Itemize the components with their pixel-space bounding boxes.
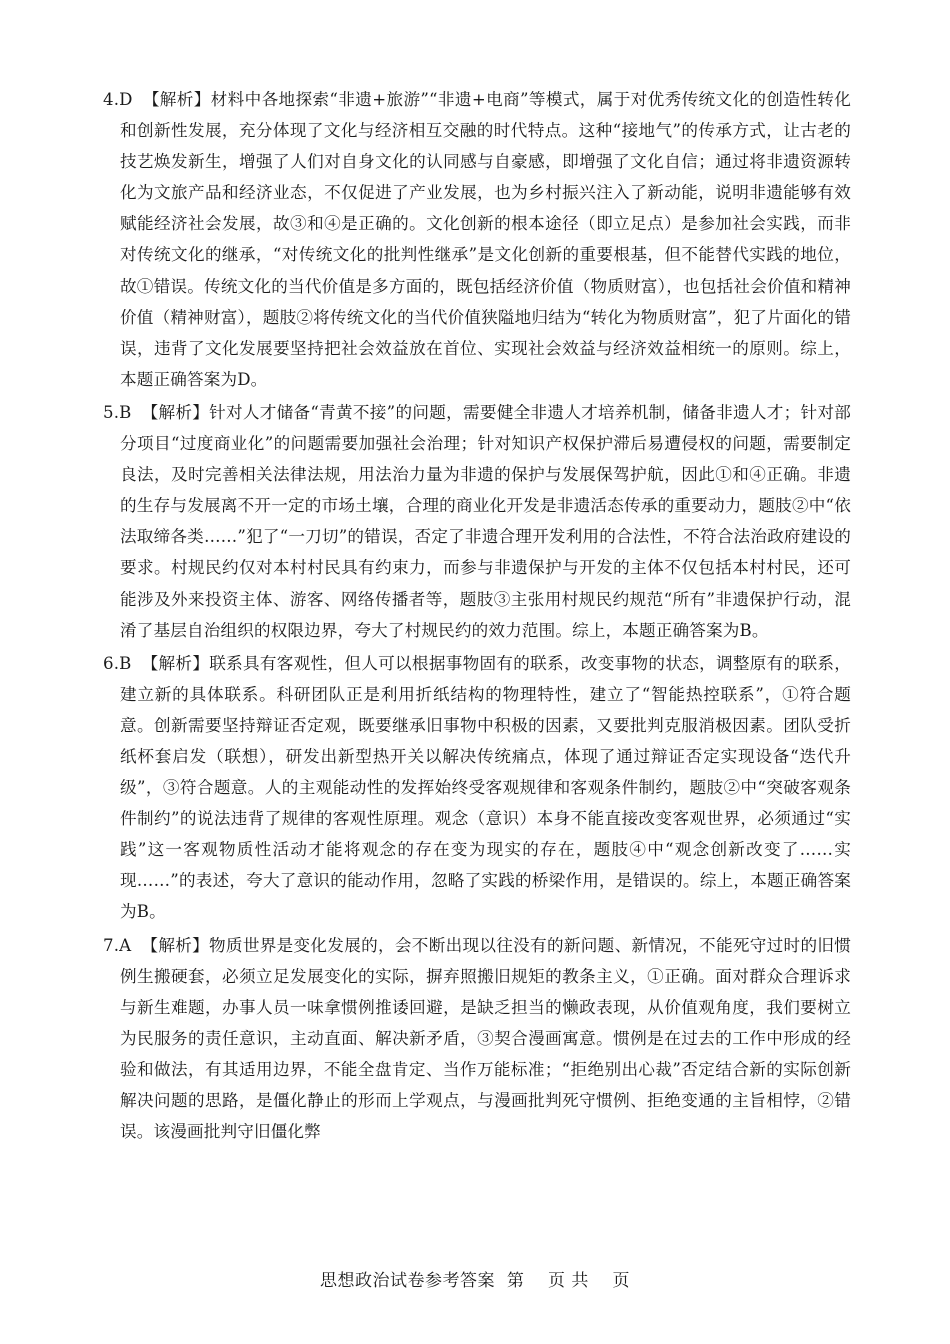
answer-list [103, 84, 851, 1149]
answer-choice: B [119, 402, 132, 422]
analysis-text: 【解析】材料中各地探索“非遗+旅游”“非遗+电商”等模式，属于对优秀传统文化的创造性转化和创新性发展，充分体现了文化与经济相互交融的时代特点。这种“接地气”的传承方式，让古老的技艺焕发新生，增强了人们对自身文化的认同感与自豪感，即增强了文化自信；通过将非遗资源转化为文旅产品和经济业态，不仅促进了产业发展，也为乡村振兴注入了新动能，说明非遗能够有效赋能经济社会发展，故③和④是正确的。文化创新的根本途径（即立足点）是参加社会实践，而非对传统文化的继承，“对传统文化的批判性继承”是文化创新的重要根基，但不能替代实践的地位，故①错误。传统文化的当代价值是多方面的，既包括经济价值（物质财富），也包括社会价值和精神价值（精神财富），题肢②将传统文化的当代价值狭隘地归结为“转化为物质财富”，犯了片面化的错误，违背了文化发展要坚持把社会效益放在首位、实现社会效益与经济效益相统一的原则。综上，本题正确答案为D。 [120, 90, 851, 389]
footer-page-prefix: 第 [506, 1271, 525, 1291]
footer-title: 思想政治试卷参考答案 [320, 1271, 496, 1291]
answer-choice: D [119, 90, 133, 109]
question-number: 6. [103, 653, 120, 673]
answer-item-7 [103, 930, 851, 1148]
analysis-text: 【解析】物质世界是变化发展的，会不断出现以往没有的新问题、新情况，不能死守过时的旧惯例生搬硬套，必须立足发展变化的实际，摒弃照搬旧规矩的教条主义，①正确。面对群众合理诉求与新生难题，办事人员一味拿惯例推诿回避，是缺乏担当的懒政表现，从价值观角度，我们要树立为民服务的责任意识，主动直面、解决新矛盾，③契合漫画寓意。惯例是在过去的工作中形成的经验和做法，有其适用边界，不能全盘肯定、当作万能标准；“拒绝别出心裁”否定结合新的实际创新解决问题的思路，是僵化静止的形而上学观点，与漫画批判死守惯例、拒绝变通的主旨相悖，②错误。该漫画批判守旧僵化弊 [120, 935, 851, 1142]
page-footer [0, 1266, 950, 1291]
footer-page-suffix: 页 [612, 1271, 630, 1291]
analysis-text: 【解析】针对人才储备“青黄不接”的问题，需要健全非遗人才培养机制，储备非遗人才；针对部分项目“过度商业化”的问题需要加强社会治理；针对知识产权保护滞后易遭侵权的问题，需要制定良法，及时完善相关法律法规，用法治力量为非遗的保护与发展保驾护航，因此①和④正确。非遗的生存与发展离不开一定的市场土壤，合理的商业化开发是非遗活态传承的重要动力，题肢②中“依法取缔各类……”犯了“一刀切”的错误，否定了非遗合理开发利用的合法性，不符合法治政府建设的要求。村规民约仅对本村村民具有约束力，而参与非遗保护与开发的主体不仅包括本村村民，还可能涉及外来投资主体、游客、网络传播者等，题肢③主张用村规民约规范“所有”非遗保护行动，混淆了基层自治组织的权限边界，夸大了村规民约的效力范围。综上，本题正确答案为B。 [120, 402, 851, 640]
answer-item-4 [103, 84, 851, 395]
answer-choice: B [119, 653, 132, 673]
question-number: 5. [103, 402, 120, 422]
question-number: 4. [103, 90, 120, 109]
answer-item-5 [103, 397, 851, 646]
answer-item-6 [103, 648, 851, 928]
question-number: 7. [103, 935, 120, 955]
footer-page-mid: 页 共 [547, 1271, 589, 1291]
analysis-text: 【解析】联系具有客观性，但人可以根据事物固有的联系，改变事物的状态，调整原有的联系，建立新的具体联系。科研团队正是利用折纸结构的物理特性，建立了“智能热控联系”，①符合题意。创新需要坚持辩证否定观，既要继承旧事物中积极的因素，又要批判克服消极因素。团队受折纸杯套启发（联想），研发出新型热开关以解决传统痛点，体现了通过辩证否定实现设备“迭代升级”，③符合题意。人的主观能动性的发挥始终受客观规律和客观条件制约，题肢②中“突破客观条件制约”的说法违背了规律的客观性原理。观念（意识）本身不能直接改变客观世界，必须通过“实践”这一客观物质性活动才能将观念的存在变为现实的存在，题肢④中“观念创新改变了……实现……”的表述，夸大了意识的能动作用，忽略了实践的桥梁作用，是错误的。综上，本题正确答案为B。 [120, 653, 851, 922]
answer-choice: A [119, 935, 132, 955]
